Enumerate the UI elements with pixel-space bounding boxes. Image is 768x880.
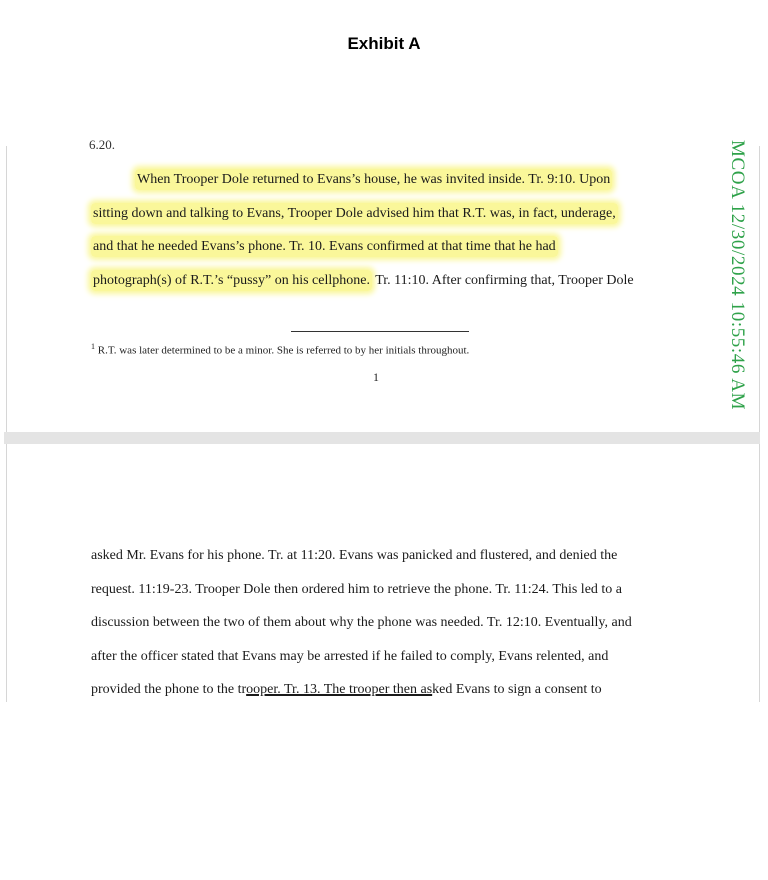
page-separator — [4, 432, 760, 444]
highlighted-text: and that he needed Evans’s phone. Tr. 10. Evans confirmed at that time that he had — [91, 236, 558, 257]
underlined-text: ooper. Tr. 13. The trooper then as — [246, 682, 433, 697]
footnote — [91, 342, 469, 357]
highlighted-text: sitting down and talking to Evans, Trooper Dole advised him that R.T. was, in fact, underage, — [91, 203, 618, 224]
filing-stamp: MCOA 12/30/2024 10:55:46 AM — [727, 140, 748, 411]
cut-off-text: 6.20. — [89, 137, 115, 152]
paragraph-line: asked Mr. Evans for his phone. Tr. at 11:20. Evans was panicked and flustered, and denied the — [91, 548, 618, 563]
paragraph-line: after the officer stated that Evans may be arrested if he failed to comply, Evans relented, and — [91, 649, 609, 664]
page-number: 1 — [373, 370, 379, 384]
paragraph-line — [91, 239, 558, 255]
paragraph-line — [91, 682, 602, 698]
highlighted-text: When Trooper Dole returned to Evans’s house, he was invited inside. Tr. 9:10. Upon — [135, 169, 612, 190]
document-page-2 — [6, 444, 760, 702]
footnote-text: R.T. was later determined to be a minor. She is referred to by her initials throughout. — [95, 344, 470, 357]
paragraph-line — [91, 273, 634, 289]
paragraph-line — [135, 172, 612, 188]
plain-text: provided the phone to the tr — [91, 682, 247, 697]
exhibit-title: Exhibit A — [347, 34, 421, 53]
highlighted-text: photograph(s) of R.T.’s “pussy” on his cellphone. — [91, 270, 372, 291]
paragraph-line — [91, 206, 618, 222]
paragraph-line: request. 11:19-23. Trooper Dole then ordered him to retrieve the phone. Tr. 11:24. This led to a — [91, 582, 623, 597]
paragraph-line: discussion between the two of them about why the phone was needed. Tr. 12:10. Eventually, and — [91, 615, 632, 630]
footnote-mark: 1 — [91, 342, 95, 351]
footnote-divider — [291, 331, 469, 332]
document-page-1 — [6, 137, 760, 432]
plain-text: ked Evans to sign a consent to — [432, 682, 602, 697]
plain-text: Tr. 11:10. After confirming that, Trooper Dole — [371, 273, 634, 288]
